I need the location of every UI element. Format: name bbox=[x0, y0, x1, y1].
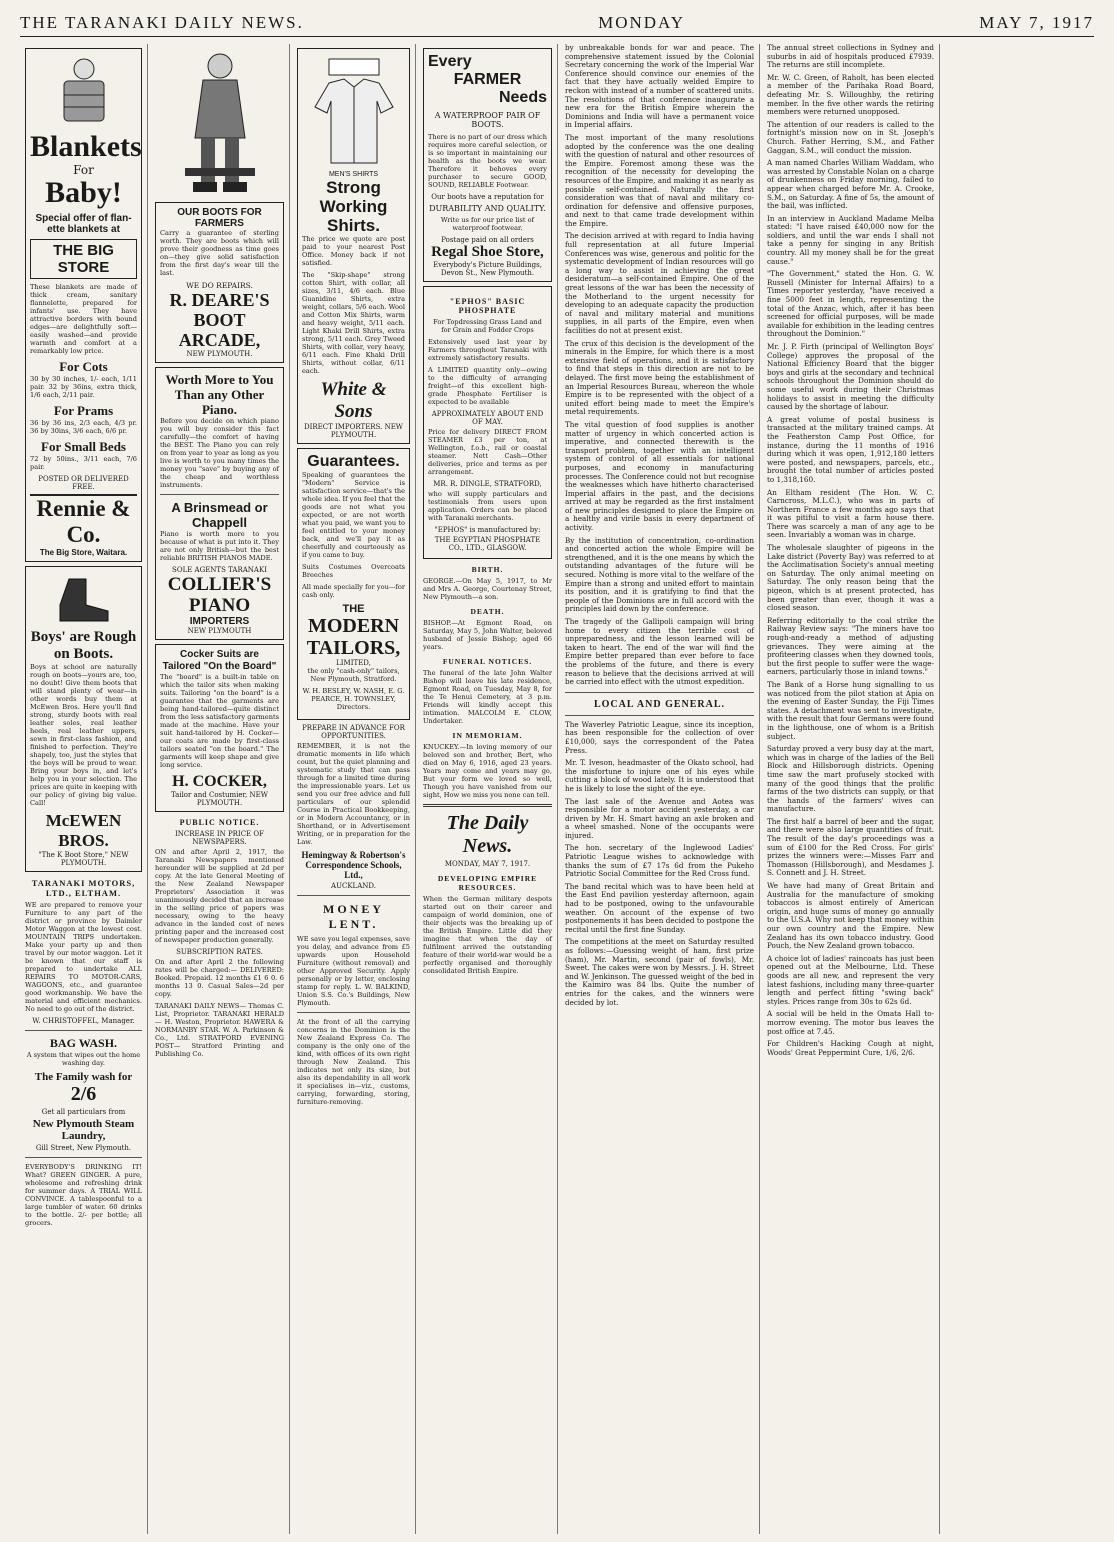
news-p11: Referring editorially to the coal strike the Railway Review says: "The miners have too rough-and-ready a method of adjusting grievances. They were aiming at the profiteering classes when they downed tools, but the first people to suffer were the wage-earners, particularly those in inland towns." bbox=[767, 615, 934, 677]
birth-body: GEORGE.—On May 5, 1917, to Mr and Mrs A. George, Courtenay Street, New Plymouth—a son. bbox=[423, 577, 552, 601]
column-3 bbox=[292, 44, 416, 1534]
news-p9: An Eltham resident (The Hon. W. C. Carncross, M.L.C.), who was in parts of Northern France a few months ago says that it was pitiful to visit a farm house there. There was scarcely a man of any age to be seen. Invariably a woman was in charge. bbox=[767, 487, 934, 540]
beds-title: For Small Beds bbox=[41, 439, 126, 454]
cocker-sub: Tailor and Costumier, NEW PLYMOUTH. bbox=[171, 791, 268, 807]
laundry-name: New Plymouth Steam Laundry, bbox=[32, 1118, 135, 1142]
news-p7: Mr. J. P. Firth (principal of Wellington Boys' College) approves the proposal of the National Efficiency Board that the bigger boys and girls at the secondary and technical schools throughout the Dominion should do some useful work during their Christmas holidays to assist in meeting the difficulty caused by the shortage of labour. bbox=[767, 342, 934, 412]
money-lent-heading: MONEY LENT. bbox=[323, 902, 384, 931]
masthead-day: MONDAY bbox=[598, 13, 686, 32]
modern-limited: LIMITED, bbox=[336, 659, 371, 667]
death-body: BISHOP.—At Egmont Road, on Saturday, May 5, John Walter, beloved husband of Jessie Bishop; aged 66 years. bbox=[423, 619, 552, 651]
advance-body: REMEMBER, it is not the dramatic moments in life which count, but the quiet planning and systematic study that can pass through for a limited time during the impressionable years. Let us send you our free advice and full particulars of our splendid Course in Practical Bookkeeping, or in Modern Accountancy, or in Shorthand, or in Advertisement Writing, or in preparation for the Law. bbox=[297, 742, 410, 846]
suits-list: Suits Costumes Overcoats Breeches bbox=[302, 563, 405, 579]
mcewen-name: McEWEN BROS. bbox=[45, 811, 122, 850]
particulars: Get all particulars from bbox=[41, 1108, 126, 1116]
express-body: At the front of all the carrying concerns in the Dominion is the New Zealand Express Co. The company is the only one of the kind, with offices of its own right through New Zealand. This indicates not only its size, but also its dependability in all work it specialises in—viz., customs, carrying, forwarding, storing, furniture-removing. bbox=[297, 1018, 410, 1106]
editorial-p3: The decision arrived at with regard to India having full representation at all future Imperial Conferences was wise, generous and politic for the systematic development of Indian resources will go a long way to assist in achieving the great desideratum—a self-contained Empire. One of the great lessons of the war has been the necessity of the Motherland to the urgent necessity for developing to an adequate capacity the production of naval and military material and munitions supplies, in all parts of the Empire, even when facilities do not at present exist. bbox=[565, 231, 754, 335]
daily-news-title: The Daily News. bbox=[446, 812, 529, 857]
local-p9: Mr. T. Iveson, headmaster of the Okato school, had the misfortune to injure one of his eyes while cutting a block of wood lately. It is understood that he is likely to lose the sight of the eye. bbox=[565, 758, 754, 793]
column-1 bbox=[20, 44, 148, 1534]
deare-ad bbox=[155, 202, 284, 363]
white-sons-sub: DIRECT IMPORTERS. NEW PLYMOUTH. bbox=[303, 423, 403, 439]
piano-title: Worth More to You Than any Other Piano. bbox=[165, 372, 274, 417]
modern-directors: W. H. BESLEY, W. NASH, E. G. PEARCE, H. TOWNSLEY, Directors. bbox=[302, 687, 405, 711]
boys-body: Boys at school are naturally rough on boots—yours are, too, no doubt! Give them boots that will stand plenty of wear—in other words buy them at McEwen Bros. Here you'll find strong, sturdy boots with real leather soles, real leather heels, real leather uppers, sewn in first-class fashion, and finished to perfection. They're shapely, too, just the styles that the boys will be proud to wear. Bring your boys in, and let's help you in your selection. The prices are quite in keeping with our policy of giving big value. Call! bbox=[30, 663, 137, 807]
money-lent-body: WE save you legal expenses, save you delay, and advance from £5 upwards upon Household Furniture (without removal) and other Approved Security. Apply personally or by letter, enclosing stamp for reply. L. W. BALKIND, Union S.S. Co.'s Buildings, New Plymouth. bbox=[297, 935, 410, 1007]
column-7 bbox=[942, 44, 1114, 1534]
regal-name: Regal Shoe Store, bbox=[431, 244, 544, 260]
farmer: FARMER bbox=[453, 71, 522, 88]
deare-name: R. DEARE'S BOOT ARCADE, bbox=[169, 290, 270, 350]
blankets-body: These blankets are made of thick cream, sanitary flannelette, prepared for infants' use. They have attractive borders with bound edges—are delightfully soft—easily washed—and provide warmth and comfort at a remarkably low price. bbox=[30, 283, 137, 355]
modern-tailors-name: MODERN TAILORS, bbox=[306, 615, 401, 659]
piano-body: Before you decide on which piano you will buy consider this fact carefully—the comfort of having the BEST. The Piano you can rely on from year to year as long as you live is worth to you many times the money you "save" by buying any of the cheap and worthless instruments. bbox=[160, 417, 279, 489]
posted-free: POSTED OR DELIVERED FREE. bbox=[38, 475, 129, 491]
memoriam-heading: IN MEMORIAM. bbox=[452, 731, 523, 740]
increase-body: ON and after April 2, 1917, the Taranaki Newspapers mentioned hereunder will be supplied at 2d per copy. At the late General Meeting of the New Zealand Newspaper Proprietors' Association it was unanimously decided that an increase in the selling price of papers was necessary, owing to the heavy advance in the landed cost of news printing paper and the increased cost of newspaper production generally. bbox=[155, 848, 284, 944]
empire-heading: DEVELOPING EMPIRE RESOURCES. bbox=[437, 874, 538, 892]
durability: DURABILITY AND QUALITY. bbox=[429, 204, 546, 213]
funeral-heading: FUNERAL NOTICES. bbox=[442, 657, 533, 666]
cocker-body: The "board" is a built-in table on which the tailor sits when making suits. Tailoring "on the board" is a guarantee that the garments are being hand-tailored—quite distinct from the less satisfactory garments made at the machine. Have your suit hand-tailored by H. Cocker—our coats are made by first-class tailors seated "on the board." The garments will keep shape and give long service. bbox=[160, 673, 279, 769]
editorial-p7: The tragedy of the Gallipoli campaign will bring home to every citizen the terrible cost of unpreparedness, and the lesson learned will be taken to heart. The end of the war will find the Empire better prepared than ever before to face the problems of the future, and there is every reason to believe that the decisions arrived at will be carried into effect with the utmost expedition. bbox=[565, 617, 754, 687]
deare-sub: NEW PLYMOUTH. bbox=[186, 350, 253, 358]
white-sons-ad bbox=[297, 48, 410, 444]
column-5 bbox=[560, 44, 760, 1534]
baby-illustration bbox=[56, 57, 112, 127]
news-p17: A social will be held in the Omata Hall to-morrow evening. The motor bus leaves the post office at 7.45. bbox=[767, 1009, 934, 1036]
memoriam-body: KNUCKEY.—In loving memory of our beloved son and brother, Bert, who died on May 6, 1916, aged 23 years. Years may come and years may go, But your form we loved so well, Though you have vanished from our sight, How we miss you none can tell. bbox=[423, 743, 552, 799]
cocker-title: Cocker Suits are Tailored "On the Board" bbox=[162, 649, 277, 672]
blankets-title: Blankets bbox=[30, 130, 142, 163]
modern-tailors-ad bbox=[297, 448, 410, 720]
news-p13: Saturday proved a very busy day at the mart, which was in charge of the ladies of the Bell Block and Hillsborough districts. Opening time saw the mart profusely stocked with many of the good things that the prolific farms of the two districts can supply, or that the hands of the farmers' wives can manufacture. bbox=[767, 744, 934, 814]
blankets-offer: Special offer of flan- ette blankets at bbox=[35, 213, 132, 235]
local-p10: The last sale of the Avenue and Aotea was responsible for a motor accident yesterday, a car driven by Mr. H. Smart having an axle broken and a wheel smashed. None of the occupants were injured. bbox=[565, 796, 754, 840]
importers: IMPORTERS bbox=[189, 616, 250, 627]
every: Every bbox=[428, 53, 472, 70]
local-p13: The competitions at the meet on Saturday resulted as follows:—Guessing weight of ham, first prize (ham), Mr. Martin, second (pair of fowls), Mr. Sweet. The cakes were won by Messrs. J. H. Street and W. Jenkinson. The guessed weight of the bed in the Kaimiro was 84 lbs. Quite the number of entries for the cakes, and the winners were decided by lot. bbox=[565, 937, 754, 1007]
blankets-ad bbox=[25, 48, 142, 562]
news-p5: In an interview in Auckland Madame Melba stated: "I have raised £40,000 now for the soldiers, and until the war ends I shall not take a penny for singing in any British country. All my money shall be for the great cause." bbox=[767, 213, 934, 266]
rennie-name: Rennie & Co. bbox=[30, 494, 137, 548]
masthead bbox=[20, 10, 1094, 37]
ephos-body: Extensively used last year by Farmers throughout Taranaki with extremely satisfactory results. bbox=[428, 338, 547, 362]
all-made: All made specially for you—for cash only. bbox=[302, 583, 405, 599]
laundry-address: Gill Street, New Plymouth. bbox=[35, 1144, 132, 1152]
beds-text: 72 by 50ins., 3/11 each, 7/6 pair. bbox=[30, 455, 137, 471]
advance-heading: PREPARE IN ADVANCE FOR OPPORTUNITIES. bbox=[302, 724, 405, 740]
editorial-p2: The most important of the many resolutions adopted by the conference was the one dealing with the question of natural and other resources of the Empire. Foremost among these was the recognition of the necessity for developing the resources of the Empire, and making it as nearly as possible self-contained. Naturally the first consideration was that of naval and military co-ordination for defensive and offensive purposes, and next to that came trade development within the Empire. bbox=[565, 132, 754, 228]
write: Write us for our price list of waterproof footwear. bbox=[440, 216, 535, 232]
waterproof: A WATERPROOF PAIR OF BOOTS. bbox=[434, 111, 541, 129]
ephos-price: Price for delivery DIRECT FROM STEAMER £3 per ton, at Wellington, f.o.b., rail or coastal steamer. Nett Cash—Other deliveries, price and terms as per arrangement. bbox=[428, 428, 547, 476]
death-heading: DEATH. bbox=[470, 607, 505, 616]
subscription-body: On and after April 2 the following rates will be charged:— DELIVERED: Booked. Prepaid. 12 months £1 6 0. 6 months 13 0. Casual Sales—2d per copy. bbox=[155, 958, 284, 998]
editorial-p1: by unbreakable bonds for war and peace. The comprehensive statement issued by the Colonial Secretary concerning the work of the Imperial War Conference should convince our enemies of the fact that they have actually welded Empire to reckon with instead of a number of scattered units. The resolutions of that conference inaugurate a new era for the British Empire wherein the Dominions and India will have a permanent voice in Imperial affairs. bbox=[565, 44, 754, 130]
ephos-title: "EPHOS" BASIC PHOSPHATE bbox=[449, 297, 526, 315]
news-p18: For Children's Hacking Cough at night, Woods' Great Peppermint Cure, 1/6, 2/6. bbox=[767, 1039, 934, 1057]
boot-icon bbox=[54, 575, 114, 625]
news-p4: A man named Charles William Waddam, who was arrested by Constable Nolan on a charge of drunkenness on Friday morning, failed to appear when charged before Mr. A. Crooke, S.M., on Saturday. A fine of 5s, the amount of the bail, was inflicted. bbox=[767, 158, 934, 211]
cocker-ad bbox=[155, 644, 284, 812]
daily-news-date: MONDAY, MAY 7, 1917. bbox=[444, 860, 531, 868]
local-general-heading: LOCAL AND GENERAL. bbox=[593, 698, 726, 710]
masthead-date: MAY 7, 1917 bbox=[979, 13, 1094, 32]
local-p8: The Waverley Patriotic League, since its inception, has been responsible for the collection of over £10,000, says the correspondent of the Patea Press. bbox=[565, 719, 754, 755]
farmer-body: There is no part of our dress which requires more careful selection, or is so important in maintaining our health as the boots we wear. Therefore it behoves every purchaser to secure GOOD, SOUND, RELIABLE Footwear. bbox=[428, 133, 547, 189]
christoffel: W. CHRISTOFFEL, Manager. bbox=[32, 1017, 135, 1025]
increase-heading: INCREASE IN PRICE OF NEWSPAPERS. bbox=[175, 830, 264, 846]
ephos-ad bbox=[423, 286, 552, 559]
column-2 bbox=[150, 44, 290, 1534]
editorial-p6: By the institution of concentration, co-ordination and concerted action the whole Empire will be strengthened, and it is the one means by which the outstanding advantages of the future will be secured. Nothing is more vital to the welfare of the Empire than a strong and united effort to maintain its position, and it is gratifying to find that the people of the Dominions are in full accord with the principles laid down by the conference. bbox=[565, 535, 754, 614]
boots-body: Carry a guarantee of sterling worth. They are boots which will prove their goodness as time goes on—they give solid satisfaction from the first day's wear till the last. bbox=[160, 229, 279, 277]
mcewen-sub: "The K Boot Store," NEW PLYMOUTH. bbox=[38, 851, 129, 867]
regal-sub: Everybody's Picture Buildings, Devon St., New Plymouth. bbox=[433, 261, 542, 277]
hemingway-city: AUCKLAND. bbox=[331, 882, 376, 890]
egyptian: THE EGYPTIAN PHOSPHATE CO., LTD., GLASGOW. bbox=[434, 536, 541, 552]
taranaki-motors-heading: TARANAKI MOTORS, LTD., ELTHAM. bbox=[31, 878, 136, 898]
big-store-label: THE BIG STORE bbox=[30, 239, 137, 279]
editorial-p4: The crux of this decision is the development of the minerals in the Empire, for which there is a most extensive field of operations, and it is satisfactory to find that steps in this direction are not to be delayed. The first move being the establishment of an Imperial Resources Bureau, whereon the whole Empire is to be represented with the object of a united effort being made to meet the Empire's metal requirements. bbox=[565, 338, 754, 417]
cots-text: 30 by 30 inches, 1/- each, 1/11 pair. 32 by 36ins, extra thick, 1/6 each, 2/11 pair. bbox=[30, 375, 137, 399]
funeral-body: The funeral of the late John Walter Bishop will leave his late residence, Egmont Road, on Tuesday, May 8, for the Te Henui Cemetery, at 3 p.m. Friends will kindly accept this intimation. MALCOLM E. CLOW, Undertaker. bbox=[423, 669, 552, 725]
collier-sub: NEW PLYMOUTH bbox=[187, 627, 252, 635]
collier-ad bbox=[155, 367, 284, 640]
cocker-name: H. COCKER, bbox=[172, 773, 267, 790]
prams-title: For Prams bbox=[53, 403, 114, 418]
shirts-body: The price we quote are post paid to your nearest Post Office. Money back if not satisfied. bbox=[302, 235, 405, 267]
news-p1: The annual street collections in Sydney and suburbs in aid of hospitals produced £7939. The returns are still incomplete. bbox=[767, 44, 934, 70]
blankets-baby: Baby! bbox=[45, 176, 122, 209]
needs: Needs bbox=[498, 89, 547, 106]
column-4 bbox=[418, 44, 558, 1534]
news-p6: "The Government," stated the Hon. G. W. Russell (Minister for Internal Affairs) to a Times reporter yesterday, "have received a fine 5000 feet in length, representing the total of the Anzac, which, after it has been screened for official purposes, will be made available for exhibition in the leading centres throughout the Dominion." bbox=[767, 269, 934, 339]
local-p11: The hon. secretary of the Inglewood Ladies' Patriotic League wishes to acknowledge with thanks the sum of £7 17s 6d from the Pukeho Patriotic Social Committee for the Red Cross fund. bbox=[565, 843, 754, 879]
modern-only: the only "cash-only" tailors, New Plymouth, Stratford. bbox=[307, 667, 400, 683]
blankets-for: For bbox=[73, 163, 94, 177]
repairs: WE DO REPAIRS. bbox=[186, 281, 253, 290]
motors-body: WE are prepared to remove your Furniture to any part of the district or province by Daimler Motor Waggon at the lowest cost. MOUNTAIN TRIPS undertaken. Make your party up and then travel by our motor waggon. Let it be known that our staff is prepared to undertake ALL REPAIRS TO MOTOR-CARS, WAGGONS, etc., and guarantee good workmanship. We have the material and efficient mechanics. No need to go out of the district. bbox=[25, 901, 142, 1013]
news-p14: The first half a barrel of beer and the sugar, and there were also large quantities of fruit. The result of the day's proceedings was a sum of £100 for the Red Cross. For girls' prizes the winners were:—Misses Farr and Thomasson (Hillsborough), and Mesdames J. S. Connett and J. H. Street. bbox=[767, 816, 934, 878]
mcewen-ad bbox=[25, 566, 142, 872]
news-p15: We have had many of Great Britain and Australia for the manufacture of smoking tobaccos is almost entirely of American origin, and huge sums of money go annually to the U.S.A. Why not keep that money within our own country and the Empire. New Zealand has its own tobacco industry. Good Pouch, the New Zealand grown tobacco. bbox=[767, 881, 934, 951]
postage: Postage paid on all orders bbox=[441, 236, 534, 244]
column-6 bbox=[762, 44, 940, 1534]
news-p8: A great volume of postal business is transacted at the military trained camps. At the Featherston Camp Post Office, for instance, during the 11 months of 1916 during which it was open, 1,912,180 letters were posted, and newspapers, parcels, etc., brought the total number of articles posted to 1,318,160. bbox=[767, 414, 934, 484]
hemingway: Hemingway & Robertson's Correspondence Schools, Ltd., bbox=[301, 850, 406, 880]
family-wash: The Family wash for bbox=[34, 1071, 133, 1083]
dingle: MR. R. DINGLE, STRATFORD, bbox=[433, 480, 542, 488]
sole-agents: SOLE AGENTS TARANAKI bbox=[172, 566, 267, 574]
masthead-title: THE TARANAKI DAILY NEWS. bbox=[20, 13, 304, 32]
news-p3: The attention of our readers is called to the fortnight's mission now on in St. Joseph's Church. Father Herring, S.M., and Father Gaggan, S.M., will conduct the mission. bbox=[767, 119, 934, 155]
white-sons-name: White & Sons bbox=[320, 379, 387, 422]
boys-title: Boys' are Rough on Boots. bbox=[30, 629, 137, 662]
shirt-illustration bbox=[309, 57, 399, 167]
reputation: Our boots have a reputation for bbox=[431, 193, 544, 201]
news-p10: The wholesale slaughter of pigeons in the Lake district (Poverty Bay) was referred to at the Acclimatisation Society's annual meeting on Saturday. The only animal meeting on Saturday. The only reason being that the pigeon, which is at present protected, has been greater than ever, though it was a closed season. bbox=[767, 543, 934, 613]
strong-shirts: Strong Working Shirts. bbox=[319, 178, 388, 235]
birth-heading: BIRTH. bbox=[471, 565, 504, 574]
guarantees-title: Guarantees. bbox=[307, 453, 400, 470]
news-p16: A choice lot of ladies' raincoats has just been opened out at the Melbourne, Ltd. These goods are all new, and represent the very latest fashions, including many three-quarter length and perfect fitting "swing back" styles. Prices range from 30s to 62s 6d. bbox=[767, 953, 934, 1006]
dingle-body: who will supply particulars and testimonials from users upon application. Orders can be placed with Taranaki merchants. bbox=[428, 490, 547, 522]
guarantees-body: Speaking of guarantees the "Modern" Service is satisfaction service—that's the whole idea. If you feel that the goods are not what you expected, or are not worth what you paid, we want you to feel entitled to your money back, and we'll pay it as cheerfully and courteously as if you came to buy. bbox=[302, 471, 405, 559]
bag-wash-heading: BAG WASH. bbox=[49, 1036, 118, 1050]
manufactured: "EPHOS" is manufactured by: bbox=[434, 526, 541, 534]
ephos-top: For Topdressing Grass Land and for Grain and Fodder Crops bbox=[433, 318, 542, 334]
editorial-p5: The vital question of food supplies is another matter of urgency in which concerted action is imperative, and connected therewith is the transport problem, together with an intelligent system of control of all essentials for national purposes, and economy in manufacturing processes. The Conference could not but recognise the weaknesses which have hitherto characterised Imperial affairs in the past, and the decisions arrived at may be regarded as the first instalment of new principles designed to place the Empire on a healthy and virile basis in every department of activity. bbox=[565, 419, 754, 533]
local-p12: The band recital which was to have been held at the East End pavilion yesterday afternoon, again had to be postponed, owing to the unfavourable weather. On account of the expense of two postponements it has been decided to postpone the recital until the first fine Sunday. bbox=[565, 881, 754, 934]
brinsmead: A Brinsmead or Chappell bbox=[171, 500, 268, 530]
wash-price: 2/6 bbox=[70, 1083, 97, 1105]
shirt-items: The "Skip-shape" strong cotton Shirt, with collar, all sizes, 3/11, 4/6 each. Blue Guanidine Shirts, extra weight, collars, 5/6 each. Wool and Cotton Mix Shirts, warm and heavy weight, 5/11 each. Light Khaki Drill Shirts, extra strong, 5/11 each. Grey Tweed Shirts, with collar, very heavy, 6/11 each. Fine Khaki Drill Shirts, without collar, 6/11 each. bbox=[302, 271, 405, 375]
ephos-approx: APPROXIMATELY ABOUT END OF MAY. bbox=[431, 410, 544, 426]
farmer-illustration bbox=[165, 48, 275, 198]
boots-title: OUR BOOTS FOR FARMERS bbox=[177, 207, 262, 229]
papers-list: TARANAKI DAILY NEWS— Thomas C. List, Proprietor. TARANAKI HERALD— H. Weston, Proprietor. HAWERA & NORMANBY STAR. W. A. Parkinson & Co., Ltd. STRATFORD EVENING POST— Stratford Printing and Publishing Co. bbox=[155, 1002, 284, 1058]
brinsmead-body: Piano is worth more to you because of what is put into it. They are not only British—but the best reliable BRITISH PIANOS MADE. bbox=[160, 530, 279, 562]
empire-body: When the German military despots started out on their career and campaign of world dominion, one of their objects was the breaking up of the British Empire. Little did they imagine that when the day of fulfilment arrived the outstanding feature of their world-war would be a perfectly organised and thoroughly consolidated British Empire. bbox=[423, 895, 552, 975]
ephos-limited: A LIMITED quantity only—owing to the difficulty of arranging freight—of this excellent high-grade Phosphate Fertiliser is expected to be available bbox=[428, 366, 547, 406]
news-p2: Mr. W. C. Green, of Raholt, has been elected a member of the Parihaka Road Board, defeating Mr. S. Willoughby, the retiring member. In the five other wards the retiring members were returned unopposed. bbox=[767, 72, 934, 117]
rennie-sub: The Big Store, Waitara. bbox=[39, 548, 128, 557]
modern-the: THE bbox=[342, 603, 365, 615]
subscription-heading: SUBSCRIPTION RATES. bbox=[176, 948, 263, 956]
ginger-ad: EVERYBODY'S DRINKING IT! What? GREEN GINGER. A pure, wholesome and refreshing drink for summer days. A TRIAL WILL CONVINCE. A tablespoonful to a large tumbler of water. 60 drinks to the bottle. 2/- per bottle; all grocers. bbox=[25, 1163, 142, 1227]
prams-text: 36 by 36 ins, 2/3 each, 4/3 pr. 36 by 30ins, 3/6 each, 6/6 pr. bbox=[30, 419, 137, 435]
cots-title: For Cots bbox=[59, 359, 108, 374]
regal-ad bbox=[423, 48, 552, 282]
news-p12: The Bank of a Horse hung signalling to us was noticed from the pilot station at Apia on the evening of Easter Sunday, the Fiji Times states. A detachment was sent to investigate, with the result that four Germans were found in the lighthouse, one of whom is a British subject. bbox=[767, 679, 934, 741]
bag-wash-body: A system that wipes out the home washing day. bbox=[26, 1051, 141, 1067]
shirts-label: MEN'S SHIRTS bbox=[328, 171, 379, 178]
public-notice: PUBLIC NOTICE. bbox=[179, 818, 260, 827]
collier-name: COLLIER'S PIANO bbox=[167, 574, 272, 616]
